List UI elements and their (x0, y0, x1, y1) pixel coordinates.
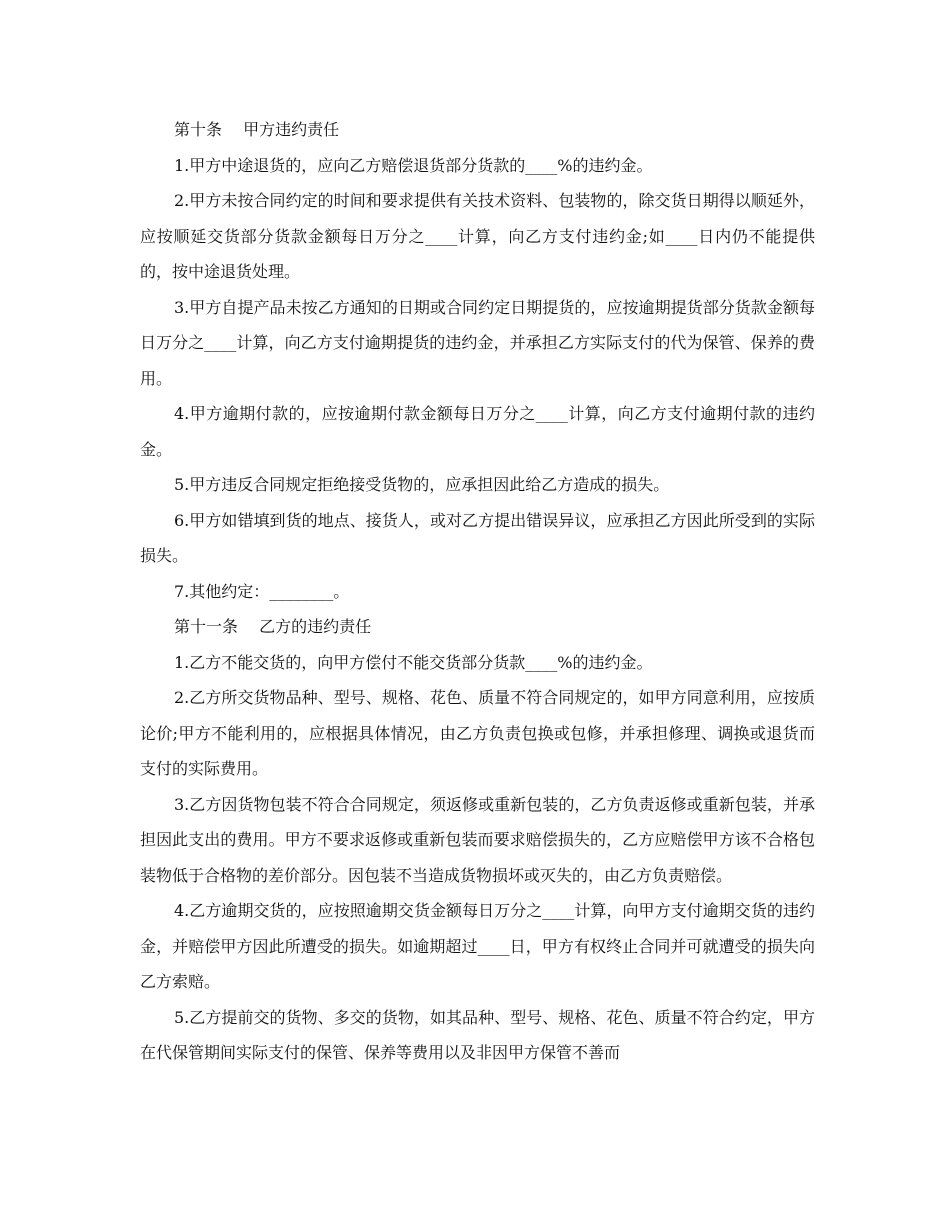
article-11-item-1: 1.乙方不能交货的，向甲方偿付不能交货部分货款____%的违约金。 (174, 652, 653, 672)
article-10-item-2: 2.甲方未按合同约定的时间和要求提供有关技术资料、包装物的，除交货日期得以顺延外，应按顺延交货部分货款金额每日万分之____计算，向乙方支付违约金;如____日内仍不能提供的，按中途退货处理。 (140, 191, 815, 281)
article-10-item-1: 1.甲方中途退货的，应向乙方赔偿退货部分货款的____%的违约金。 (174, 155, 653, 175)
article-10-item-5: 5.甲方违反合同规定拒绝接受货物的，应承担因此给乙方造成的损失。 (174, 475, 670, 494)
article-10-item-6: 6.甲方如错填到货的地点、接货人，或对乙方提出错误异议，应承担乙方因此所受到的实际损失。 (140, 510, 815, 565)
article-11-heading: 第十一条 乙方的违约责任 (174, 617, 372, 636)
article-10-item-7: 7.其他约定：________。 (174, 581, 350, 601)
article-10-heading: 第十条 甲方违约责任 (174, 120, 340, 139)
article-11-section (140, 609, 815, 1071)
article-11-item-4: 4.乙方逾期交货的，应按照逾期交货金额每日万分之____计算，向甲方支付逾期交货的违约金，并赔偿甲方因此所遭受的损失。如逾期超过____日，甲方有权终止合同并可就遭受的损失向乙方索赔。 (140, 901, 815, 991)
article-10-item-4: 4.甲方逾期付款的，应按逾期付款金额每日万分之____计算，向乙方支付逾期付款的违约金。 (140, 404, 815, 459)
article-11-item-5: 5.乙方提前交的货物、多交的货物，如其品种、型号、规格、花色、质量不符合约定，甲方在代保管期间实际支付的保管、保养等费用以及非因甲方保管不善而 (140, 1007, 815, 1062)
article-11-item-3: 3.乙方因货物包装不符合合同规定，须返修或重新包装的，乙方负责返修或重新包装，并承担因此支出的费用。甲方不要求返修或重新包装而要求赔偿损失的，乙方应赔偿甲方该不合格包装物低于合格物的差价部分。因包装不当造成货物损坏或灭失的，由乙方负责赔偿。 (140, 794, 815, 885)
article-10-section (140, 112, 815, 609)
article-10-item-3: 3.甲方自提产品未按乙方通知的日期或合同约定日期提货的，应按逾期提货部分货款金额每日万分之____计算，向乙方支付逾期提货的违约金，并承担乙方实际支付的代为保管、保养的费用。 (140, 297, 815, 388)
article-11-item-2: 2.乙方所交货物品种、型号、规格、花色、质量不符合同规定的，如甲方同意利用，应按质论价;甲方不能利用的，应根据具体情况，由乙方负责包换或包修，并承担修理、调换或退货而支付的实际费用。 (140, 688, 815, 778)
document-page (140, 112, 815, 1071)
